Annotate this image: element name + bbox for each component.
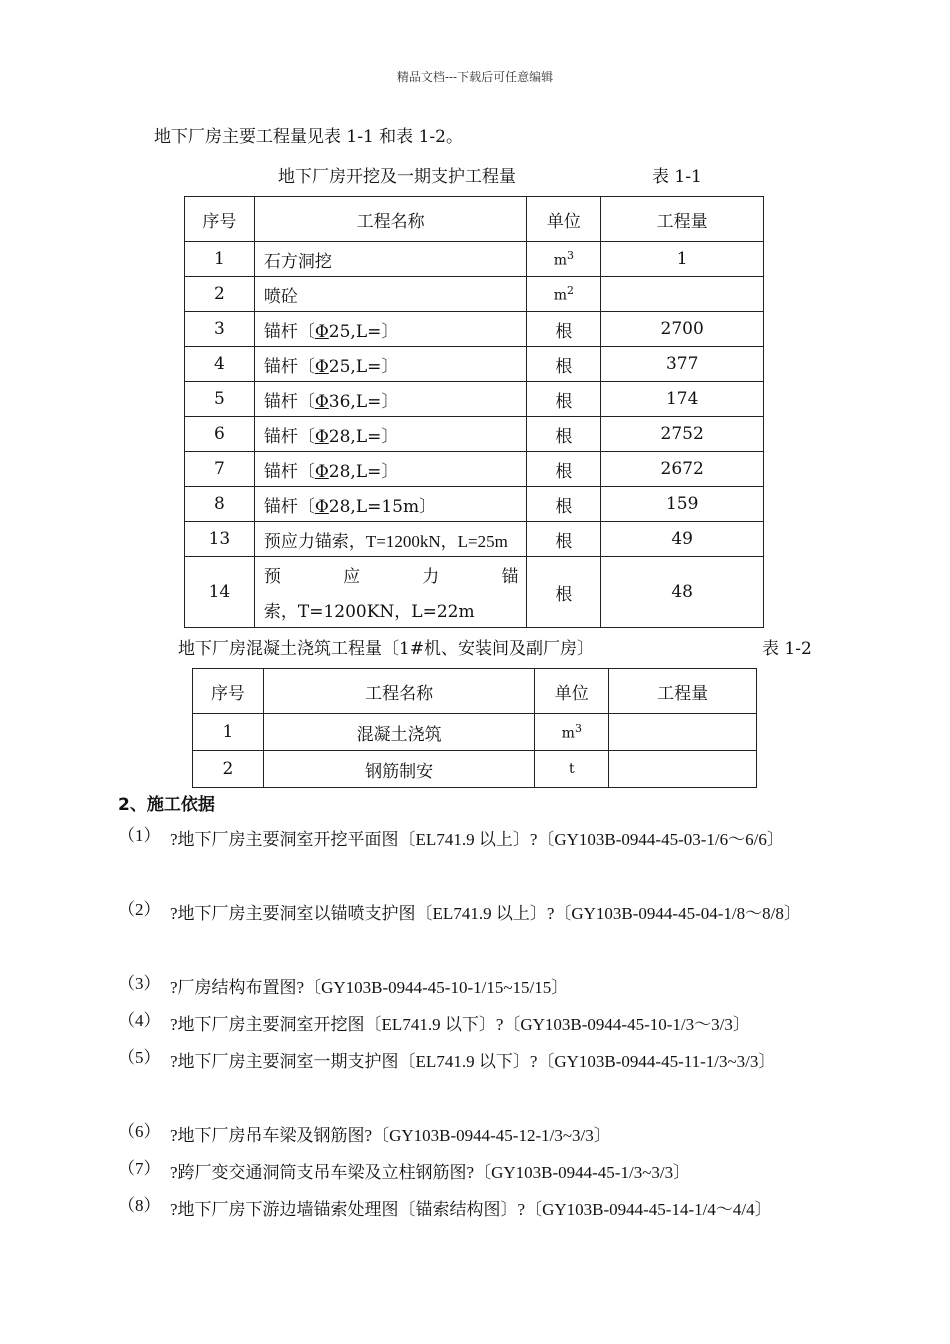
reference-text: ?地下厂房主要洞室开挖图〔EL741.9 以下〕?〔GY103B-0944-45-10-1/3～3/3〕	[170, 1015, 750, 1034]
reference-text: ?地下厂房吊车梁及钢筋图?〔GY103B-0944-45-12-1/3~3/3〕	[170, 1126, 611, 1145]
col-header-no: 序号	[185, 197, 255, 242]
cell-no: 8	[185, 487, 255, 522]
table-row	[185, 452, 764, 487]
name-char: 预	[263, 567, 281, 587]
table-row	[185, 557, 764, 628]
name-prefix: 锚杆〔	[263, 426, 315, 447]
table2-caption: 地下厂房混凝土浇筑工程量〔1#机、安装间及副厂房〕	[178, 639, 595, 659]
cell-qty: 2752	[601, 417, 764, 452]
cell-no: 1	[185, 242, 255, 277]
cell-no: 2	[193, 751, 264, 788]
cell-unit	[527, 277, 601, 312]
cell-name	[254, 312, 527, 347]
cell-no: 6	[185, 417, 255, 452]
name-prefix: 锚杆〔	[263, 496, 315, 517]
unit-exponent: 2	[567, 284, 575, 298]
name-prefix: 锚杆〔	[263, 356, 315, 377]
col-header-no: 序号	[193, 669, 264, 714]
intro-paragraph: 地下厂房主要工程量见表 1-1 和表 1-2。	[154, 127, 463, 147]
reference-text: ?地下厂房下游边墙锚索处理图〔锚索结构图〕?〔GY103B-0944-45-14-1/4～4/4〕	[170, 1200, 772, 1219]
cell-name	[254, 557, 527, 628]
reference-number: （3）	[118, 974, 161, 993]
table-row	[185, 382, 764, 417]
cell-qty	[609, 751, 757, 788]
cell-qty: 1	[601, 242, 764, 277]
col-header-qty: 工程量	[601, 197, 764, 242]
section-title: 2、施工依据	[118, 795, 215, 815]
cell-qty: 159	[601, 487, 764, 522]
name-suffix: 28,L=15m〕	[328, 496, 437, 517]
table-row	[185, 487, 764, 522]
cell-qty: 174	[601, 382, 764, 417]
cell-name	[254, 452, 527, 487]
reference-number: （8）	[118, 1196, 161, 1215]
table-row	[185, 417, 764, 452]
cell-qty: 48	[601, 557, 764, 628]
reference-text: ?跨厂变交通洞筒支吊车梁及立柱钢筋图?〔GY103B-0944-45-1/3~3/3〕	[170, 1163, 691, 1182]
cell-no: 1	[193, 714, 264, 751]
cell-no: 4	[185, 347, 255, 382]
name-prefix: 锚杆〔	[263, 391, 315, 412]
reference-text: ?地下厂房主要洞室以锚喷支护图〔EL741.9 以上〕?〔GY103B-0944-45-04-1/8～8/8〕	[170, 904, 801, 923]
name-char: 力	[422, 567, 440, 587]
cell-name: 钢筋制安	[263, 751, 534, 788]
cell-name: 喷砼	[254, 277, 527, 312]
table1-caption: 地下厂房开挖及一期支护工程量	[278, 167, 516, 187]
name-suffix: 36,L=〕	[328, 391, 399, 412]
reference-number: （2）	[118, 900, 161, 919]
table-row	[185, 347, 764, 382]
cell-no: 5	[185, 382, 255, 417]
cell-unit: 根	[527, 452, 601, 487]
cell-name	[254, 382, 527, 417]
cell-no: 14	[185, 557, 255, 628]
cell-qty: 377	[601, 347, 764, 382]
col-header-qty: 工程量	[609, 669, 757, 714]
cell-qty: 2700	[601, 312, 764, 347]
name-line-1	[264, 562, 527, 587]
cell-qty: 2672	[601, 452, 764, 487]
diameter-symbol: Φ	[314, 391, 329, 412]
col-header-unit: 单位	[527, 197, 601, 242]
cell-name: 石方洞挖	[254, 242, 527, 277]
table-excavation-support	[184, 196, 764, 628]
name-char: 锚	[501, 567, 519, 587]
name-line-2: 索，T=1200KN，L=22m	[263, 602, 475, 622]
cell-no: 7	[185, 452, 255, 487]
cell-qty: 49	[601, 522, 764, 557]
name-suffix: 25,L=〕	[328, 321, 399, 342]
reference-text: ?地下厂房主要洞室开挖平面图〔EL741.9 以上〕?〔GY103B-0944-45-03-1/6～6/6〕	[170, 830, 784, 849]
unit-base: m	[561, 725, 575, 742]
col-header-name: 工程名称	[263, 669, 534, 714]
diameter-symbol: Φ	[314, 426, 329, 447]
cell-unit: 根	[527, 312, 601, 347]
unit-exponent: 3	[567, 249, 575, 263]
cell-name: 混凝土浇筑	[263, 714, 534, 751]
unit-exponent: 3	[574, 722, 582, 736]
name-char: 应	[343, 567, 361, 587]
cell-unit	[527, 242, 601, 277]
table-concrete-pouring	[192, 668, 757, 788]
cell-unit	[535, 714, 609, 751]
table-row	[185, 522, 764, 557]
cell-name	[254, 417, 527, 452]
reference-number: （6）	[118, 1122, 161, 1141]
reference-number: （7）	[118, 1159, 161, 1178]
name-prefix: 锚杆〔	[263, 321, 315, 342]
name-prefix: 锚杆〔	[263, 461, 315, 482]
cell-qty	[601, 277, 764, 312]
cell-name	[254, 487, 527, 522]
name-suffix: 25,L=〕	[328, 356, 399, 377]
table-header-row	[185, 197, 764, 242]
cell-unit: t	[535, 751, 609, 788]
diameter-symbol: Φ	[314, 461, 329, 482]
diameter-symbol: Φ	[314, 321, 329, 342]
cell-unit: 根	[527, 347, 601, 382]
cell-unit: 根	[527, 417, 601, 452]
cell-no: 2	[185, 277, 255, 312]
cell-name: 预应力锚索，T=1200kN，L=25m	[254, 522, 527, 557]
name-suffix: 28,L=〕	[328, 426, 399, 447]
diameter-symbol: Φ	[314, 496, 329, 517]
cell-name	[254, 347, 527, 382]
diameter-symbol: Φ	[314, 356, 329, 377]
table1-label: 表 1-1	[652, 167, 702, 187]
cell-unit: 根	[527, 382, 601, 417]
table-row	[185, 312, 764, 347]
reference-number: （4）	[118, 1011, 161, 1030]
cell-unit: 根	[527, 487, 601, 522]
unit-base: m	[553, 252, 568, 269]
reference-number: （5）	[118, 1048, 161, 1067]
cell-no: 3	[185, 312, 255, 347]
table-row	[185, 277, 764, 312]
unit-base: m	[553, 287, 568, 304]
cell-unit: 根	[527, 557, 601, 628]
name-suffix: 28,L=〕	[328, 461, 399, 482]
reference-text: ?厂房结构布置图?〔GY103B-0944-45-10-1/15~15/15〕	[170, 978, 569, 997]
col-header-name: 工程名称	[254, 197, 527, 242]
reference-number: （1）	[118, 826, 161, 845]
cell-no: 13	[185, 522, 255, 557]
cell-qty	[609, 714, 757, 751]
page-header: 精品文档---下载后可任意编辑	[396, 70, 554, 84]
table-row	[185, 242, 764, 277]
cell-unit: 根	[527, 522, 601, 557]
table-header-row	[193, 669, 757, 714]
col-header-unit: 单位	[535, 669, 609, 714]
table2-label: 表 1-2	[762, 639, 812, 659]
reference-text: ?地下厂房主要洞室一期支护图〔EL741.9 以下〕?〔GY103B-0944-45-11-1/3~3/3〕	[170, 1052, 776, 1071]
table-row	[193, 714, 757, 751]
table-row	[193, 751, 757, 788]
